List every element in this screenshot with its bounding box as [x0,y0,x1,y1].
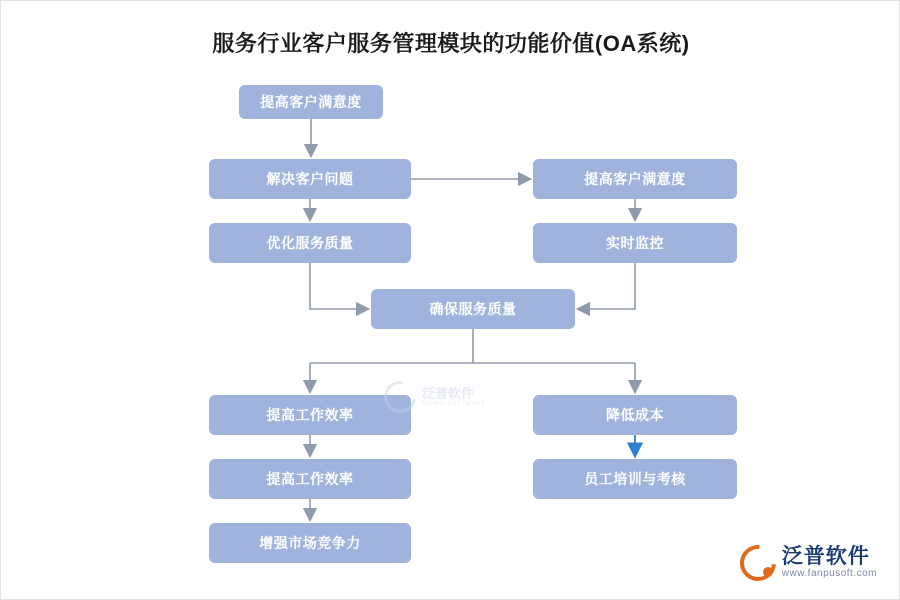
node-ensure-service-quality[interactable]: 确保服务质量 [371,289,575,329]
brand-logo [740,545,877,579]
edge-n5-n6 [579,263,635,309]
node-optimize-service-quality[interactable]: 优化服务质量 [209,223,411,263]
page-title: 服务行业客户服务管理模块的功能价值(OA系统) [212,31,690,56]
logo-ring-icon [740,545,774,579]
center-watermark [384,379,496,415]
node-enhance-market-competitiveness[interactable]: 增强市场竞争力 [209,523,411,563]
node-improve-satisfaction-top[interactable]: 提高客户满意度 [239,85,383,119]
node-resolve-customer-issues[interactable]: 解决客户问题 [209,159,411,199]
edge-n4-n6 [310,263,367,309]
watermark-en: FANPU SOFTWARE [422,400,486,407]
node-improve-efficiency-lower[interactable]: 提高工作效率 [209,459,411,499]
logo-website: www.fanpusoft.com [781,568,877,579]
node-realtime-monitoring[interactable]: 实时监控 [533,223,737,263]
watermark-cn: 泛普软件 [422,386,475,402]
node-reduce-cost[interactable]: 降低成本 [533,395,737,435]
watermark-text [422,387,486,407]
logo-text [782,545,877,579]
logo-company-name: 泛普软件 [781,544,870,568]
watermark-ring-icon [378,375,423,420]
node-improve-efficiency-left[interactable]: 提高工作效率 [209,395,411,435]
node-improve-satisfaction-right[interactable]: 提高客户满意度 [533,159,737,199]
node-staff-training-assessment[interactable]: 员工培训与考核 [533,459,737,499]
